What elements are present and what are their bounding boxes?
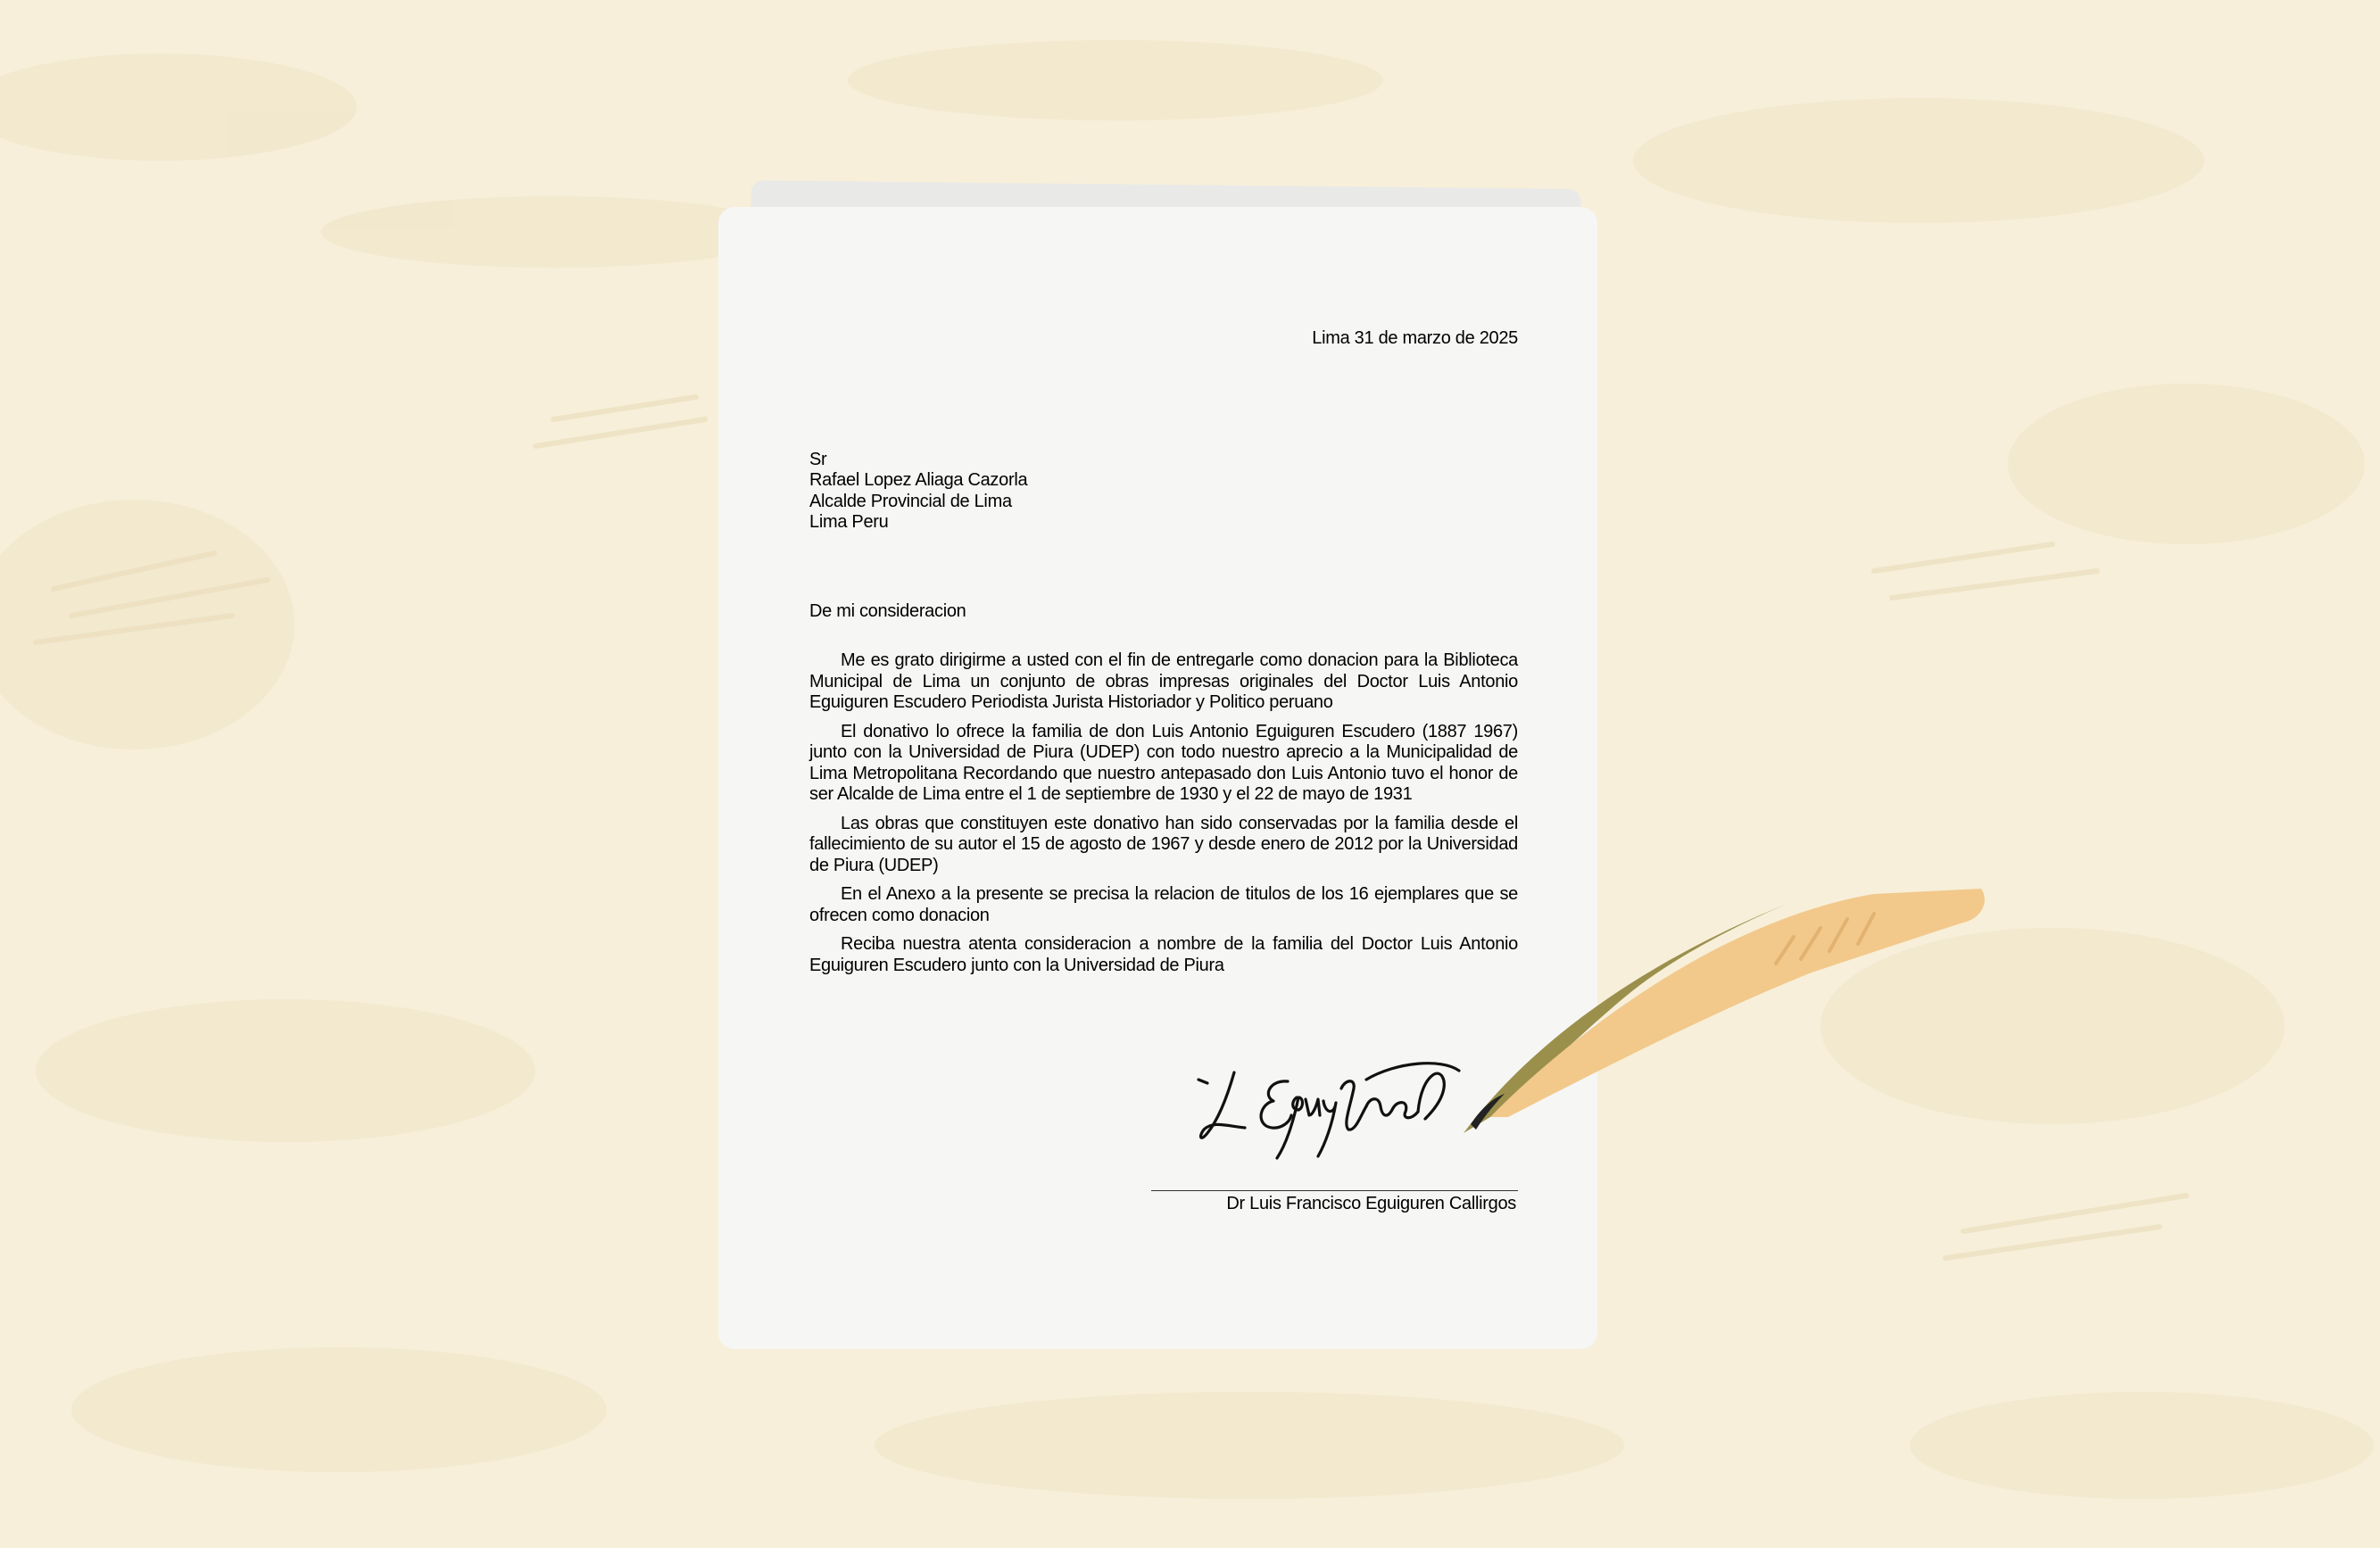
signer-name: Dr Luis Francisco Eguiguren Callirgos <box>1226 1194 1516 1213</box>
recipient-location: Lima Peru <box>809 512 889 532</box>
letter-content <box>809 328 1518 984</box>
paragraph: Las obras que constituyen este donativo han sido conservadas por la familia desde el fallecimiento de su autor el 15 de agosto de 1967 y desde enero de 2012 por la Universidad de Piura (UDEP) <box>809 813 1518 875</box>
letter-body <box>809 650 1518 976</box>
paragraph: El donativo lo ofrece la familia de don Luis Antonio Eguiguren Escudero (1887 1967) junto con la Universidad de Piura (UDEP) con todo nuestro aprecio a la Municipalidad de Lima Metropolitana Recordando que nuestro antepasado don Luis Antonio tuvo el honor de ser Alcalde de Lima entre el 1 de septiembre de 1930 y el 22 de mayo de 1931 <box>809 721 1518 804</box>
recipient-name: Rafael Lopez Aliaga Cazorla <box>809 470 1028 490</box>
paragraph: En el Anexo a la presente se precisa la relacion de titulos de los 16 ejemplares que se ofrecen como donacion <box>809 884 1518 925</box>
recipient-block <box>809 450 1518 534</box>
recipient-salutation: Sr <box>809 449 827 469</box>
quill-pen-icon <box>1455 883 1990 1151</box>
recipient-title: Alcalde Provincial de Lima <box>809 491 1012 511</box>
letter-date: Lima 31 de marzo de 2025 <box>1312 328 1518 348</box>
greeting: De mi consideracion <box>809 600 966 621</box>
signature-line <box>1151 1190 1518 1191</box>
paragraph: Me es grato dirigirme a usted con el fin de entregarle como donacion para la Biblioteca Municipal de Lima un conjunto de obras impresas originales del Doctor Luis Antonio Eguiguren Escudero Periodista Jurista Historiador y Politico peruano <box>809 650 1518 712</box>
handwritten-signature <box>1191 1044 1477 1187</box>
paragraph: Reciba nuestra atenta consideracion a nombre de la familia del Doctor Luis Antonio Eguiguren Escudero junto con la Universidad de Piura <box>809 934 1518 975</box>
